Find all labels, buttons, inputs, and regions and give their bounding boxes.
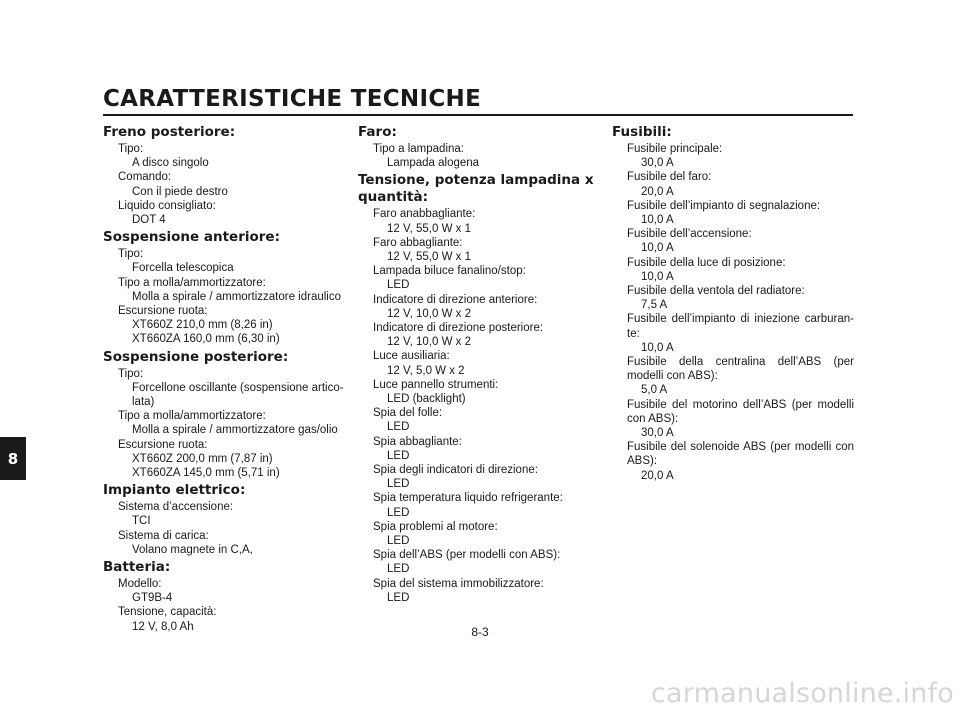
spec-label: Fusibile del motorino dell’ABS (per modelli con ABS):: [627, 398, 854, 425]
spec-value: LED: [387, 506, 410, 519]
spec-label: Tipo:: [118, 367, 144, 380]
spec-label: Spia temperatura liquido refrigerante:: [373, 492, 563, 505]
spec-label: Fusibile del faro:: [627, 171, 712, 184]
page-title: CARATTERISTICHE TECNICHE: [103, 86, 482, 112]
spec-label: Fusibile dell’accensione:: [627, 228, 752, 241]
spec-label: Spia abbagliante:: [373, 435, 462, 448]
spec-label: Fusibile della luce di posizione:: [627, 256, 786, 269]
spec-label: Fusibile del solenoide ABS (per modelli con ABS):: [627, 441, 854, 468]
spec-value: Volano magnete in C,A,: [132, 543, 253, 556]
spec-value: Lampada alogena: [387, 157, 480, 170]
watermark: carmanualsonline.info: [651, 678, 954, 709]
spec-label: Spia degli indicatori di direzione:: [373, 464, 538, 477]
spec-value: LED (backlight): [387, 393, 466, 406]
spec-value: 10,0 A: [641, 214, 674, 227]
spec-label: Tipo a molla/ammortizzatore:: [118, 410, 266, 423]
spec-value: GT9B-4: [132, 592, 173, 605]
section-title-sospensione-anteriore: Sospensione anteriore:: [103, 229, 280, 246]
spec-label: Fusibile dell’impianto di iniezione carburan-te:: [627, 313, 854, 340]
spec-label: Fusibile della ventola del radiatore:: [627, 285, 805, 298]
spec-value: TCI: [132, 515, 151, 528]
spec-label: Tensione, capacità:: [118, 606, 217, 619]
section-title-impianto-elettrico: Impianto elettrico:: [103, 482, 246, 499]
lamp-spec-list: [358, 207, 598, 605]
spec-label: Indicatore di direzione anteriore:: [373, 293, 538, 306]
spec-label: Fusibile principale:: [627, 143, 723, 155]
fuse-spec-list: [612, 142, 854, 483]
spec-label: Liquido consigliato:: [118, 199, 216, 212]
spec-label: Lampada biluce fanalino/stop:: [373, 265, 526, 278]
spec-label: Modello:: [118, 578, 162, 591]
spec-value: Forcella telescopica: [132, 262, 234, 275]
spec-value: 12 V, 5,0 W x 2: [387, 364, 465, 377]
spec-value: 12 V, 55,0 W x 1: [387, 251, 471, 264]
spec-label: Fusibile della centralina dell’ABS (per modelli con ABS):: [627, 356, 854, 383]
spec-label: Spia dell’ABS (per modelli con ABS):: [373, 549, 561, 562]
section-title-batteria: Batteria:: [103, 559, 171, 576]
spec-value: DOT 4: [132, 214, 166, 227]
spec-label: Tipo:: [118, 143, 144, 155]
spec-value: 12 V, 55,0 W x 1: [387, 222, 471, 235]
spec-value: LED: [387, 478, 410, 491]
spec-value: 30,0 A: [641, 427, 674, 440]
spec-label: Faro anabbagliante:: [373, 208, 476, 221]
spec-label: Luce ausiliaria:: [373, 350, 450, 363]
spec-value: LED: [387, 535, 410, 548]
spec-label: Sistema d’accensione:: [118, 501, 234, 514]
spec-value: A disco singolo: [132, 157, 209, 170]
spec-label: Spia del folle:: [373, 407, 443, 420]
chapter-tab: 8: [0, 437, 26, 480]
section-title-faro: Faro:: [358, 124, 397, 140]
section-title-sospensione-posteriore: Sospensione posteriore:: [103, 348, 289, 365]
header-rule: [103, 114, 853, 116]
spec-value: 5,0 A: [641, 384, 668, 397]
spec-value: LED: [387, 563, 410, 576]
spec-value: LED: [387, 449, 410, 462]
spec-value: XT660ZA 145,0 mm (5,71 in): [132, 467, 280, 480]
spec-label: Escursione ruota:: [118, 438, 208, 451]
spec-value: XT660Z 200,0 mm (7,87 in): [132, 452, 273, 465]
column-left: [103, 122, 353, 634]
section-title-tensione-potenza: Tensione, potenza lampadina x quantità:: [358, 172, 594, 206]
spec-label: Fusibile dell’impianto di segnalazione:: [627, 199, 821, 212]
spec-label: Tipo a molla/ammortizzatore:: [118, 276, 266, 289]
spec-value: XT660ZA 160,0 mm (6,30 in): [132, 333, 280, 346]
spec-label: Sistema di carica:: [118, 529, 209, 542]
section-title-fusibili: Fusibili:: [612, 124, 672, 140]
page-number: 8-3: [471, 625, 489, 639]
spec-value: Molla a spirale / ammortizzatore gas/olio: [132, 424, 338, 437]
spec-value: 10,0 A: [641, 242, 674, 255]
spec-value: LED: [387, 279, 410, 292]
spec-value: 12 V, 8,0 Ah: [132, 620, 194, 633]
spec-value: Forcellone oscillante (sospensione artico-lata): [132, 381, 344, 409]
spec-value: Molla a spirale / ammortizzatore idraulico: [132, 290, 341, 303]
spec-value: 7,5 A: [641, 299, 668, 312]
spec-label: Faro abbagliante:: [373, 236, 463, 249]
spec-label: Comando:: [118, 171, 172, 184]
column-right: [612, 122, 854, 483]
spec-value: LED: [387, 591, 410, 604]
spec-value: Con il piede destro: [132, 185, 228, 198]
spec-value: 20,0 A: [641, 469, 674, 482]
spec-label: Spia problemi al motore:: [373, 520, 498, 533]
spec-label: Tipo a lampadina:: [373, 143, 464, 155]
spec-label: Escursione ruota:: [118, 305, 208, 318]
spec-value: 10,0 A: [641, 341, 674, 354]
spec-label: Spia del sistema immobilizzatore:: [373, 577, 544, 590]
spec-label: Luce pannello strumenti:: [373, 378, 499, 391]
spec-value: XT660Z 210,0 mm (8,26 in): [132, 319, 273, 332]
spec-value: LED: [387, 421, 410, 434]
spec-label: Tipo:: [118, 248, 144, 261]
spec-value: 20,0 A: [641, 185, 674, 198]
spec-value: 30,0 A: [641, 157, 674, 170]
spec-value: 12 V, 10,0 W x 2: [387, 336, 471, 349]
spec-label: Indicatore di direzione posteriore:: [373, 322, 544, 335]
spec-value: 12 V, 10,0 W x 2: [387, 307, 471, 320]
column-middle: [358, 122, 598, 605]
spec-value: 10,0 A: [641, 270, 674, 283]
section-title-freno-posteriore: Freno posteriore:: [103, 124, 236, 140]
